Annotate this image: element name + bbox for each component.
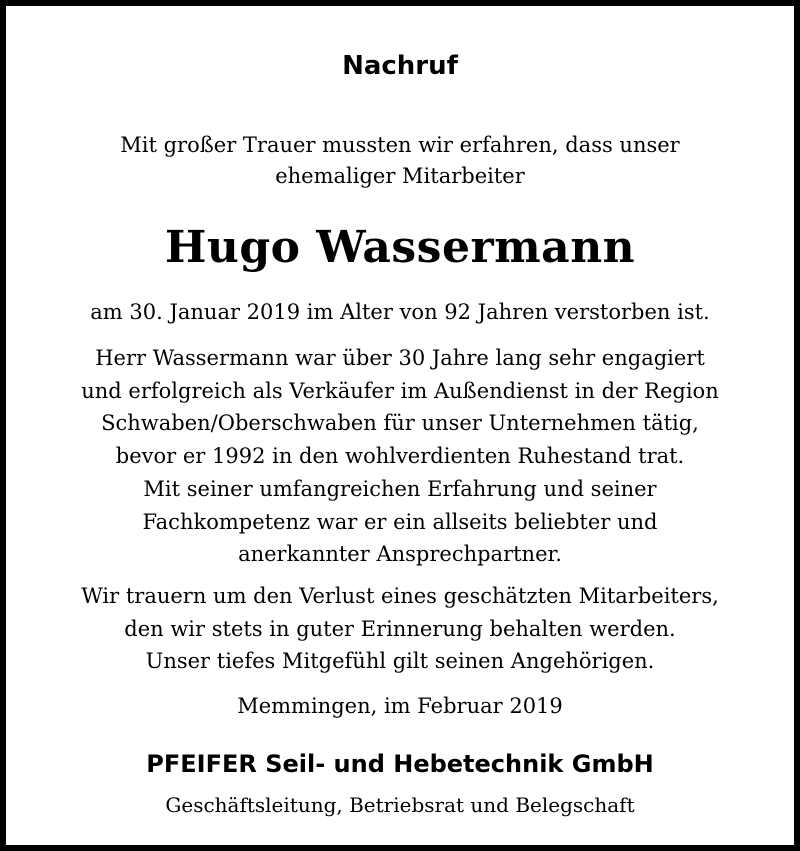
tribute-paragraph	[6, 342, 794, 571]
condolence-paragraph	[6, 580, 794, 678]
condolence-line: Unser tiefes Mitgefühl gilt seinen Angehörigen.	[145, 649, 655, 673]
tribute-line: Herr Wassermann war über 30 Jahre lang sehr engagiert	[95, 346, 705, 370]
place-date	[6, 690, 794, 723]
signatories-line: Geschäftsleitung, Betriebsrat und Belegschaft	[165, 793, 635, 817]
intro-text	[6, 130, 794, 192]
tribute-line: Mit seiner umfangreichen Erfahrung und seiner	[143, 476, 657, 501]
signatories	[6, 789, 794, 822]
place-date-line: Memmingen, im Februar 2019	[237, 694, 563, 718]
tribute-line: anerkannter Ansprechpartner.	[238, 542, 562, 567]
death-date-line	[6, 296, 794, 329]
tribute-line: bevor er 1992 in den wohlverdienten Ruhestand trat.	[115, 444, 685, 469]
intro-line: Mit großer Trauer mussten wir erfahren, dass unser	[120, 133, 680, 157]
intro-line: ehemaliger Mitarbeiter	[275, 164, 525, 188]
death-line: am 30. Januar 2019 im Alter von 92 Jahren verstorben ist.	[90, 300, 710, 324]
tribute-line: und erfolgreich als Verkäufer im Außendienst in der Region	[81, 378, 719, 403]
tribute-line: Schwaben/Oberschwaben für unser Unternehmen tätig,	[101, 411, 699, 436]
condolence-line: den wir stets in guter Erinnerung behalten werden.	[124, 616, 676, 641]
tribute-line: Fachkompetenz war er ein allseits beliebter und	[142, 509, 658, 534]
notice-heading: Nachruf	[342, 51, 458, 81]
deceased-name: Hugo Wassermann	[164, 222, 636, 273]
company-name: PFEIFER Seil- und Hebetechnik GmbH	[146, 750, 654, 778]
condolence-line: Wir trauern um den Verlust eines geschätzten Mitarbeiters,	[81, 584, 719, 608]
